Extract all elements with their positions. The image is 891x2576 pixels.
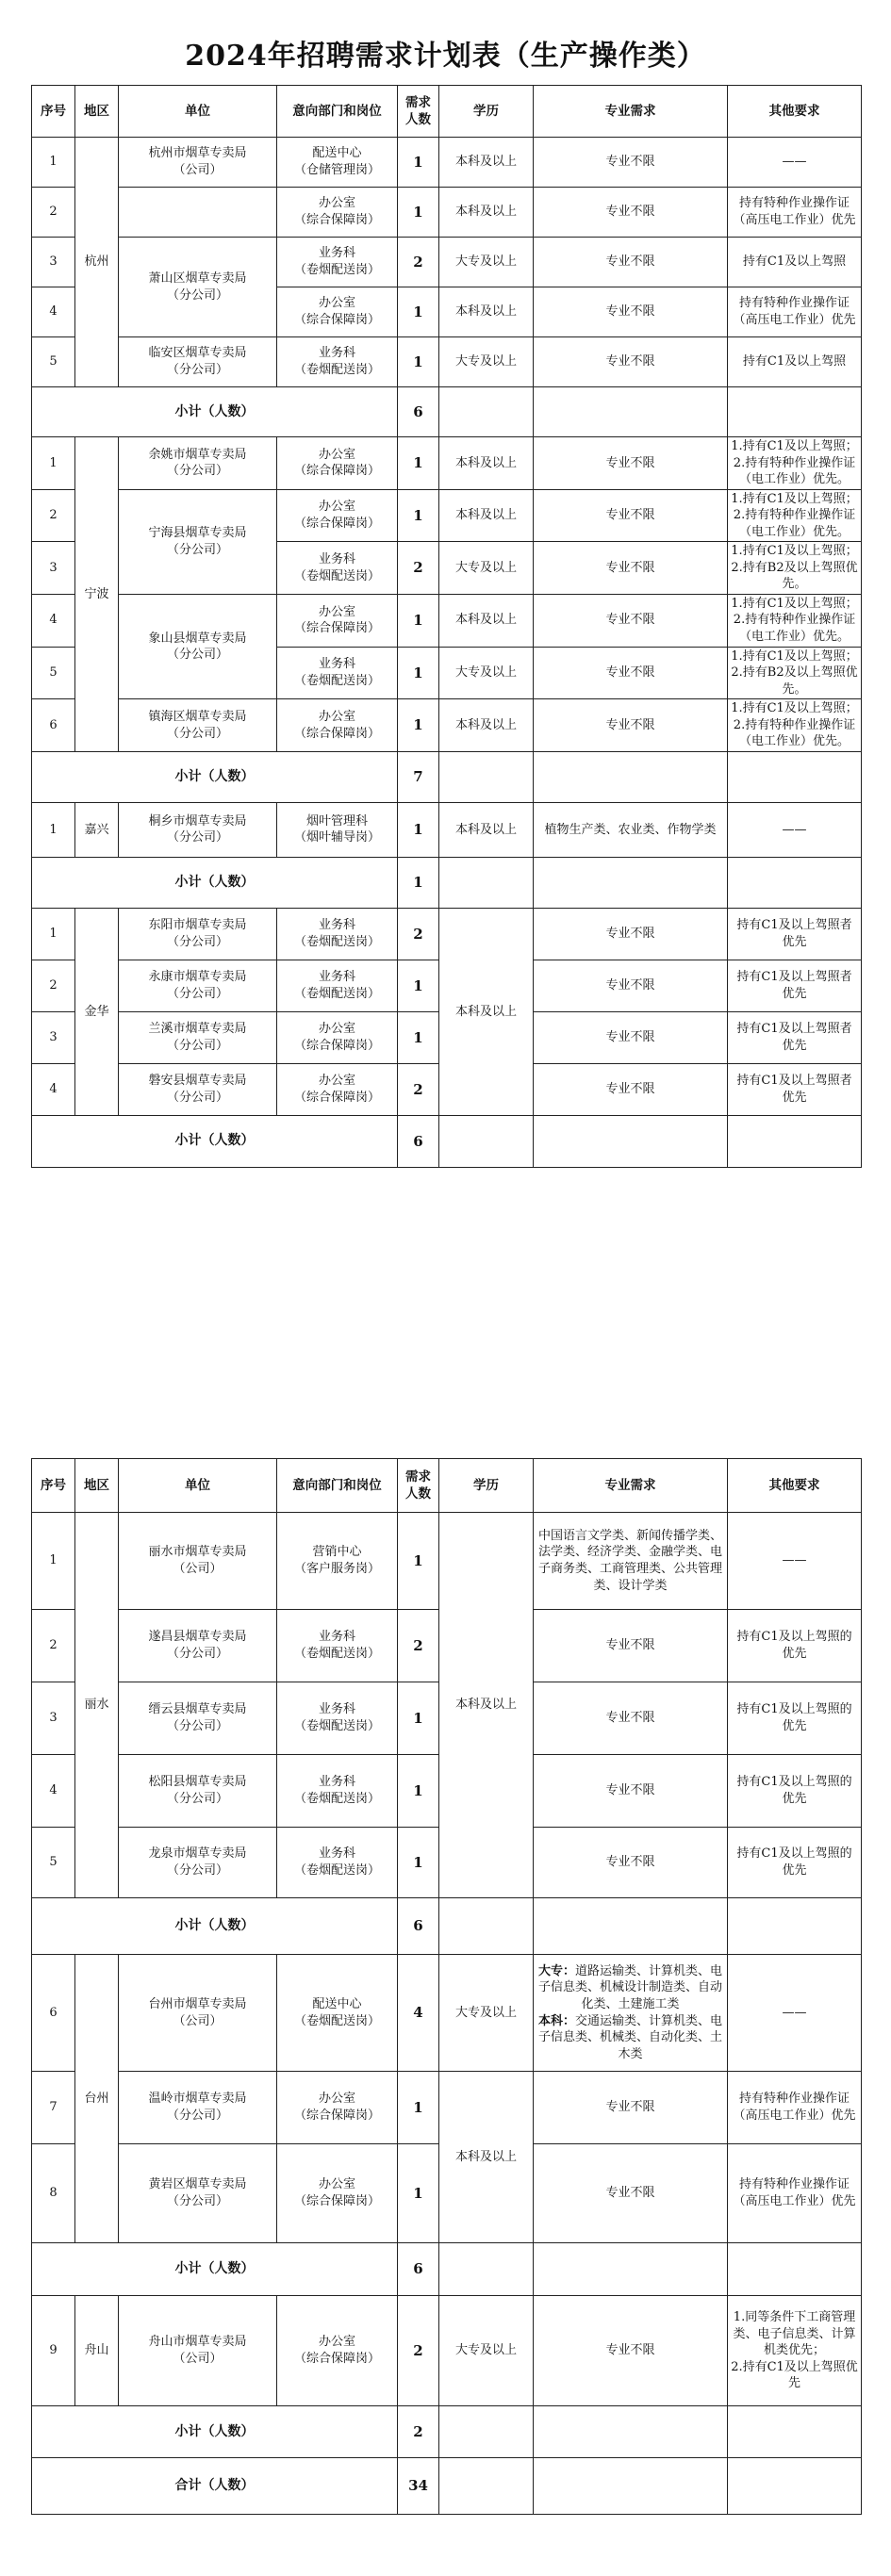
count-cell: 1 xyxy=(398,802,439,857)
header-other: 其他要求 xyxy=(728,86,862,138)
table-row xyxy=(32,337,862,387)
other-cell: 持有特种作业操作证 （高压电工作业）优先 xyxy=(728,287,862,337)
empty-cell xyxy=(439,2406,534,2458)
header-region: 地区 xyxy=(75,1459,119,1513)
major-cell: 专业不限 xyxy=(534,337,728,387)
count-cell: 1 xyxy=(398,188,439,238)
row-no: 4 xyxy=(32,287,75,337)
row-no: 1 xyxy=(32,908,75,960)
unit-cell: 龙泉市烟草专卖局 （分公司） xyxy=(119,1828,277,1898)
dept-cell: 办公室 （综合保障岗） xyxy=(277,489,398,542)
total-label: 合计（人数） xyxy=(32,2458,398,2515)
count-cell: 1 xyxy=(398,1513,439,1610)
row-no: 1 xyxy=(32,138,75,188)
education-cell: 本科及以上 xyxy=(439,437,534,490)
region-cell: 舟山 xyxy=(75,2296,119,2406)
dept-cell: 办公室 （综合保障岗） xyxy=(277,437,398,490)
major-cell: 专业不限 xyxy=(534,138,728,188)
major-cell: 专业不限 xyxy=(534,908,728,960)
row-no: 5 xyxy=(32,337,75,387)
unit-cell: 余姚市烟草专卖局 （分公司） xyxy=(119,437,277,490)
count-cell: 1 xyxy=(398,2072,439,2144)
education-cell: 本科及以上 xyxy=(439,138,534,188)
other-cell: —— xyxy=(728,138,862,188)
count-cell: 2 xyxy=(398,1610,439,1682)
region-cell: 台州 xyxy=(75,1955,119,2243)
unit-cell: 萧山区烟草专卖局 （分公司） xyxy=(119,238,277,337)
subtotal-label: 小计（人数） xyxy=(32,2243,398,2296)
subtotal-value: 6 xyxy=(398,2243,439,2296)
subtotal-value: 6 xyxy=(398,1898,439,1955)
major-cell: 专业不限 xyxy=(534,1755,728,1828)
subtotal-value: 7 xyxy=(398,751,439,802)
count-cell: 1 xyxy=(398,138,439,188)
unit-cell: 遂昌县烟草专卖局 （分公司） xyxy=(119,1610,277,1682)
count-cell: 2 xyxy=(398,1063,439,1115)
count-cell: 2 xyxy=(398,542,439,595)
education-cell: 本科及以上 xyxy=(439,287,534,337)
header-education: 学历 xyxy=(439,86,534,138)
education-cell: 大专及以上 xyxy=(439,542,534,595)
header-education: 学历 xyxy=(439,1459,534,1513)
education-cell: 本科及以上 xyxy=(439,908,534,1115)
row-no: 3 xyxy=(32,1682,75,1755)
education-cell: 大专及以上 xyxy=(439,647,534,699)
row-no: 1 xyxy=(32,437,75,490)
major-cell: 专业不限 xyxy=(534,238,728,287)
subtotal-label: 小计（人数） xyxy=(32,2406,398,2458)
dept-cell: 办公室 （综合保障岗） xyxy=(277,1011,398,1063)
table-header-row xyxy=(32,86,862,138)
header-dept: 意向部门和岗位 xyxy=(277,86,398,138)
count-cell: 1 xyxy=(398,960,439,1011)
subtotal-value: 6 xyxy=(398,1115,439,1167)
unit-cell: 镇海区烟草专卖局 （分公司） xyxy=(119,699,277,752)
row-no: 7 xyxy=(32,2072,75,2144)
subtotal-row xyxy=(32,751,862,802)
region-cell: 嘉兴 xyxy=(75,802,119,857)
other-cell: 持有C1及以上驾照者优先 xyxy=(728,1011,862,1063)
empty-cell xyxy=(439,751,534,802)
education-cell: 本科及以上 xyxy=(439,802,534,857)
row-no: 3 xyxy=(32,542,75,595)
count-cell: 1 xyxy=(398,594,439,647)
major-cell: 专业不限 xyxy=(534,1011,728,1063)
row-no: 8 xyxy=(32,2144,75,2243)
dept-cell: 业务科 （卷烟配送岗） xyxy=(277,908,398,960)
major-text-bachelor: 交通运输类、计算机类、电子信息类、机械类、自动化类、土木类 xyxy=(537,2013,723,2061)
dept-cell: 业务科 （卷烟配送岗） xyxy=(277,960,398,1011)
row-no: 1 xyxy=(32,1513,75,1610)
other-cell: 持有特种作业操作证 （高压电工作业）优先 xyxy=(728,188,862,238)
unit-cell: 宁海县烟草专卖局 （分公司） xyxy=(119,489,277,594)
region-cell: 金华 xyxy=(75,908,119,1115)
other-cell: 1.持有C1及以上驾照； 2.持有特种作业操作证 （电工作业）优先。 xyxy=(728,594,862,647)
unit-cell: 磐安县烟草专卖局 （分公司） xyxy=(119,1063,277,1115)
education-cell: 本科及以上 xyxy=(439,2072,534,2243)
unit-cell: 舟山市烟草专卖局 （公司） xyxy=(119,2296,277,2406)
other-cell: 1.持有C1及以上驾照； 2.持有B2及以上驾照优先。 xyxy=(728,647,862,699)
empty-cell xyxy=(728,751,862,802)
empty-cell xyxy=(728,1115,862,1167)
unit-cell: 缙云县烟草专卖局 （分公司） xyxy=(119,1682,277,1755)
subtotal-row xyxy=(32,1898,862,1955)
header-major: 专业需求 xyxy=(534,1459,728,1513)
major-cell: 专业不限 xyxy=(534,437,728,490)
other-cell: 持有C1及以上驾照的优先 xyxy=(728,1828,862,1898)
empty-cell xyxy=(439,1115,534,1167)
other-cell: 持有C1及以上驾照的优先 xyxy=(728,1682,862,1755)
other-cell: 持有特种作业操作证 （高压电工作业）优先 xyxy=(728,2144,862,2243)
education-cell: 大专及以上 xyxy=(439,2296,534,2406)
empty-cell xyxy=(534,2406,728,2458)
header-count: 需求人数 xyxy=(398,86,439,138)
table-row xyxy=(32,489,862,542)
dept-cell: 业务科 （卷烟配送岗） xyxy=(277,647,398,699)
other-cell: 持有C1及以上驾照者优先 xyxy=(728,908,862,960)
count-cell: 2 xyxy=(398,238,439,287)
subtotal-label: 小计（人数） xyxy=(32,751,398,802)
header-count: 需求人数 xyxy=(398,1459,439,1513)
empty-cell xyxy=(439,857,534,908)
other-cell: 持有C1及以上驾照的优先 xyxy=(728,1610,862,1682)
dept-cell: 业务科 （卷烟配送岗） xyxy=(277,1682,398,1755)
header-dept: 意向部门和岗位 xyxy=(277,1459,398,1513)
other-cell: 持有特种作业操作证 （高压电工作业）优先 xyxy=(728,2072,862,2144)
subtotal-row xyxy=(32,387,862,437)
total-row xyxy=(32,2458,862,2515)
header-no: 序号 xyxy=(32,86,75,138)
count-cell: 1 xyxy=(398,489,439,542)
unit-cell: 杭州市烟草专卖局 （公司） xyxy=(119,138,277,188)
header-unit: 单位 xyxy=(119,1459,277,1513)
table-row xyxy=(32,138,862,188)
region-cell: 杭州 xyxy=(75,138,119,387)
education-cell: 本科及以上 xyxy=(439,1513,534,1898)
subtotal-value: 1 xyxy=(398,857,439,908)
major-cell: 专业不限 xyxy=(534,1828,728,1898)
dept-cell: 烟叶管理科 （烟叶辅导岗） xyxy=(277,802,398,857)
row-no: 2 xyxy=(32,960,75,1011)
row-no: 2 xyxy=(32,188,75,238)
page-title: 2024年招聘需求计划表（生产操作类） xyxy=(185,40,706,73)
education-cell: 本科及以上 xyxy=(439,188,534,238)
row-no: 4 xyxy=(32,594,75,647)
row-no: 5 xyxy=(32,1828,75,1898)
dept-cell: 配送中心 （卷烟配送岗） xyxy=(277,1955,398,2072)
major-cell: 专业不限 xyxy=(534,2144,728,2243)
table-header-row xyxy=(32,1459,862,1513)
other-cell: 持有C1及以上驾照 xyxy=(728,238,862,287)
major-label-college: 大专： xyxy=(537,1963,575,1978)
subtotal-row xyxy=(32,2406,862,2458)
dept-cell: 办公室 （综合保障岗） xyxy=(277,1063,398,1115)
other-cell: 1.持有C1及以上驾照； 2.持有特种作业操作证 （电工作业）优先。 xyxy=(728,699,862,752)
empty-cell xyxy=(439,1898,534,1955)
subtotal-value: 6 xyxy=(398,387,439,437)
empty-cell xyxy=(534,387,728,437)
count-cell: 1 xyxy=(398,1682,439,1755)
empty-cell xyxy=(728,857,862,908)
count-cell: 1 xyxy=(398,337,439,387)
major-label-bachelor: 本科： xyxy=(537,2013,575,2028)
row-no: 3 xyxy=(32,1011,75,1063)
other-cell: 持有C1及以上驾照 xyxy=(728,337,862,387)
unit-cell: 台州市烟草专卖局 （公司） xyxy=(119,1955,277,2072)
other-cell: 持有C1及以上驾照的优先 xyxy=(728,1755,862,1828)
table-row xyxy=(32,1513,862,1610)
other-cell: —— xyxy=(728,1513,862,1610)
row-no: 4 xyxy=(32,1755,75,1828)
table-row xyxy=(32,802,862,857)
dept-cell: 业务科 （卷烟配送岗） xyxy=(277,337,398,387)
header-major: 专业需求 xyxy=(534,86,728,138)
table-row xyxy=(32,238,862,287)
recruitment-table-page-2 xyxy=(31,1458,862,2515)
unit-cell: 临安区烟草专卖局 （分公司） xyxy=(119,337,277,387)
unit-cell: 象山县烟草专卖局 （分公司） xyxy=(119,594,277,698)
unit-cell: 松阳县烟草专卖局 （分公司） xyxy=(119,1755,277,1828)
major-cell: 专业不限 xyxy=(534,1610,728,1682)
empty-cell xyxy=(534,1115,728,1167)
dept-cell: 业务科 （卷烟配送岗） xyxy=(277,542,398,595)
other-cell: 1.同等条件下工商管理类、电子信息类、计算机类优先； 2.持有C1及以上驾照优先 xyxy=(728,2296,862,2406)
unit-cell: 兰溪市烟草专卖局 （分公司） xyxy=(119,1011,277,1063)
dept-cell: 业务科 （卷烟配送岗） xyxy=(277,1828,398,1898)
table-row xyxy=(32,908,862,960)
unit-cell: 永康市烟草专卖局 （分公司） xyxy=(119,960,277,1011)
empty-cell xyxy=(728,2406,862,2458)
empty-cell xyxy=(728,2243,862,2296)
table-row xyxy=(32,2072,862,2144)
row-no: 9 xyxy=(32,2296,75,2406)
subtotal-row xyxy=(32,2243,862,2296)
other-cell: —— xyxy=(728,1955,862,2072)
dept-cell: 营销中心 （客户服务岗） xyxy=(277,1513,398,1610)
major-cell: 专业不限 xyxy=(534,2296,728,2406)
count-cell: 1 xyxy=(398,647,439,699)
empty-cell xyxy=(728,1898,862,1955)
dept-cell: 办公室 （综合保障岗） xyxy=(277,2144,398,2243)
empty-cell xyxy=(439,2243,534,2296)
major-cell: 专业不限 xyxy=(534,960,728,1011)
table-row xyxy=(32,2296,862,2406)
count-cell: 1 xyxy=(398,1011,439,1063)
subtotal-row xyxy=(32,1115,862,1167)
table-row xyxy=(32,437,862,490)
empty-cell xyxy=(728,2458,862,2515)
other-cell: 1.持有C1及以上驾照； 2.持有特种作业操作证 （电工作业）优先。 xyxy=(728,489,862,542)
empty-cell xyxy=(534,1898,728,1955)
row-no: 5 xyxy=(32,647,75,699)
major-cell: 专业不限 xyxy=(534,1063,728,1115)
row-no: 3 xyxy=(32,238,75,287)
table-row xyxy=(32,699,862,752)
education-cell: 本科及以上 xyxy=(439,594,534,647)
education-cell: 大专及以上 xyxy=(439,238,534,287)
count-cell: 1 xyxy=(398,699,439,752)
empty-cell xyxy=(534,857,728,908)
row-no: 4 xyxy=(32,1063,75,1115)
other-cell: 1.持有C1及以上驾照； 2.持有特种作业操作证 （电工作业）优先。 xyxy=(728,437,862,490)
count-cell: 1 xyxy=(398,2144,439,2243)
unit-cell: 黄岩区烟草专卖局 （分公司） xyxy=(119,2144,277,2243)
count-cell: 2 xyxy=(398,2296,439,2406)
major-text-college: 道路运输类、计算机类、电子信息类、机械设计制造类、自动化类、土建施工类 xyxy=(537,1963,723,2011)
count-cell: 4 xyxy=(398,1955,439,2072)
table-row xyxy=(32,1955,862,2072)
header-region: 地区 xyxy=(75,86,119,138)
subtotal-label: 小计（人数） xyxy=(32,857,398,908)
header-unit: 单位 xyxy=(119,86,277,138)
dept-cell: 办公室 （综合保障岗） xyxy=(277,594,398,647)
subtotal-label: 小计（人数） xyxy=(32,1115,398,1167)
header-other: 其他要求 xyxy=(728,1459,862,1513)
education-cell: 大专及以上 xyxy=(439,1955,534,2072)
row-no: 6 xyxy=(32,1955,75,2072)
unit-cell-empty xyxy=(119,188,277,238)
dept-cell: 办公室 （综合保障岗） xyxy=(277,188,398,238)
education-cell: 大专及以上 xyxy=(439,337,534,387)
row-no: 2 xyxy=(32,489,75,542)
subtotal-label: 小计（人数） xyxy=(32,1898,398,1955)
table-row xyxy=(32,594,862,647)
dept-cell: 业务科 （卷烟配送岗） xyxy=(277,1755,398,1828)
dept-cell: 办公室 （综合保障岗） xyxy=(277,2072,398,2144)
major-cell: 专业不限 xyxy=(534,188,728,238)
count-cell: 1 xyxy=(398,1828,439,1898)
row-no: 2 xyxy=(32,1610,75,1682)
empty-cell xyxy=(728,387,862,437)
major-cell: 专业不限 xyxy=(534,542,728,595)
dept-cell: 办公室 （综合保障岗） xyxy=(277,287,398,337)
row-no: 6 xyxy=(32,699,75,752)
count-cell: 1 xyxy=(398,1755,439,1828)
subtotal-label: 小计（人数） xyxy=(32,387,398,437)
education-cell: 本科及以上 xyxy=(439,489,534,542)
subtotal-row xyxy=(32,857,862,908)
major-cell: 专业不限 xyxy=(534,1682,728,1755)
dept-cell: 业务科 （卷烟配送岗） xyxy=(277,1610,398,1682)
other-cell: —— xyxy=(728,802,862,857)
unit-cell: 东阳市烟草专卖局 （分公司） xyxy=(119,908,277,960)
count-cell: 1 xyxy=(398,437,439,490)
major-cell: 专业不限 xyxy=(534,647,728,699)
row-no: 1 xyxy=(32,802,75,857)
major-cell: 植物生产类、农业类、作物学类 xyxy=(534,802,728,857)
total-value: 34 xyxy=(398,2458,439,2515)
empty-cell xyxy=(439,2458,534,2515)
subtotal-value: 2 xyxy=(398,2406,439,2458)
education-cell: 本科及以上 xyxy=(439,699,534,752)
other-cell: 1.持有C1及以上驾照； 2.持有B2及以上驾照优先。 xyxy=(728,542,862,595)
table-row xyxy=(32,188,862,238)
empty-cell xyxy=(534,2243,728,2296)
header-no: 序号 xyxy=(32,1459,75,1513)
other-cell: 持有C1及以上驾照者优先 xyxy=(728,960,862,1011)
count-cell: 1 xyxy=(398,287,439,337)
unit-cell: 丽水市烟草专卖局 （公司） xyxy=(119,1513,277,1610)
empty-cell xyxy=(439,387,534,437)
unit-cell: 温岭市烟草专卖局 （分公司） xyxy=(119,2072,277,2144)
count-cell: 2 xyxy=(398,908,439,960)
major-cell: 专业不限 xyxy=(534,699,728,752)
empty-cell xyxy=(534,751,728,802)
recruitment-table-page-1 xyxy=(31,85,862,1168)
dept-cell: 办公室 （综合保障岗） xyxy=(277,2296,398,2406)
region-cell: 丽水 xyxy=(75,1513,119,1898)
dept-cell: 配送中心 （仓储管理岗） xyxy=(277,138,398,188)
major-cell: 专业不限 xyxy=(534,2072,728,2144)
unit-cell: 桐乡市烟草专卖局 （分公司） xyxy=(119,802,277,857)
major-cell: 专业不限 xyxy=(534,287,728,337)
empty-cell xyxy=(534,2458,728,2515)
dept-cell: 办公室 （综合保障岗） xyxy=(277,699,398,752)
major-cell: 专业不限 xyxy=(534,594,728,647)
major-cell: 中国语言文学类、新闻传播学类、法学类、经济学类、金融学类、电子商务类、工商管理类、公共管理类、设计学类 xyxy=(534,1513,728,1610)
other-cell: 持有C1及以上驾照者优先 xyxy=(728,1063,862,1115)
major-cell xyxy=(534,1955,728,2072)
region-cell: 宁波 xyxy=(75,437,119,752)
major-cell: 专业不限 xyxy=(534,489,728,542)
dept-cell: 业务科 （卷烟配送岗） xyxy=(277,238,398,287)
